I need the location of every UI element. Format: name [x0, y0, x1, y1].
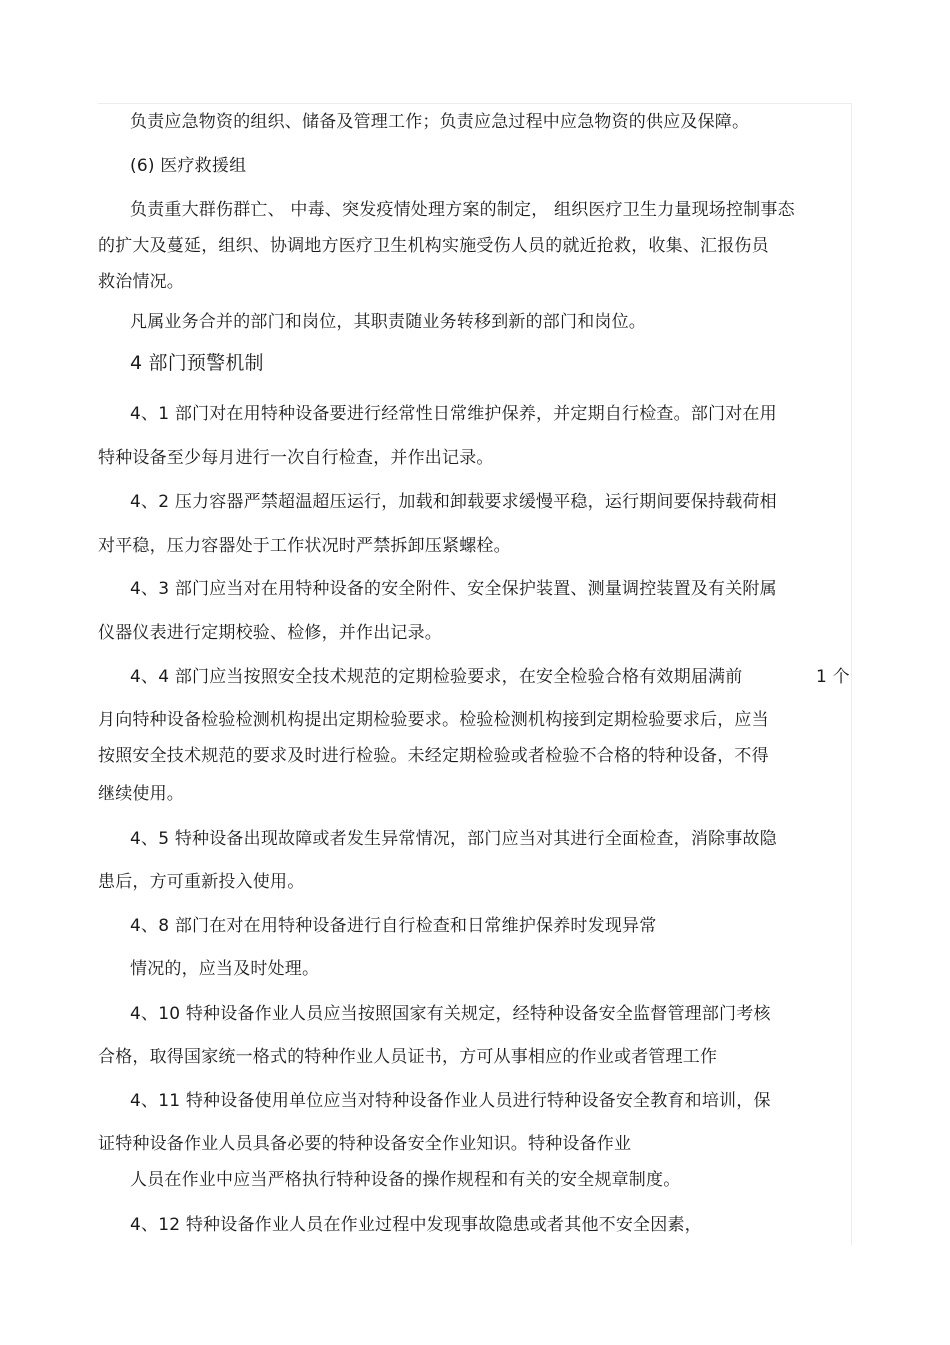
text-line: 凡属业务合并的部门和岗位，其职责随业务转移到新的部门和岗位。 — [130, 312, 646, 332]
text-line: 月向特种设备检验检测机构提出定期检验要求。检验检测机构接到定期检验要求后，应当 — [98, 710, 769, 730]
section-heading-4: 4 部门预警机制 — [130, 352, 264, 374]
text-line: 4、1 部门对在用特种设备要进行经常性日常维护保养，并定期自行检查。部门对在用 — [130, 404, 777, 424]
text-line: 4、2 压力容器严禁超温超压运行，加载和卸载要求缓慢平稳，运行期间要保持载荷相 — [130, 492, 777, 512]
text-line: 按照安全技术规范的要求及时进行检验。未经定期检验或者检验不合格的特种设备，不得 — [98, 746, 769, 766]
text-line: 4、11 特种设备使用单位应当对特种设备作业人员进行特种设备安全教育和培训，保 — [130, 1091, 771, 1111]
text-line: 证特种设备作业人员具备必要的特种设备安全作业知识。特种设备作业 — [98, 1134, 632, 1154]
text-line: 患后，方可重新投入使用。 — [98, 872, 305, 892]
text-line: 情况的，应当及时处理。 — [130, 959, 320, 979]
text-line: 4、4 部门应当按照安全技术规范的定期检验要求，在安全检验合格有效期届满前 — [130, 667, 743, 687]
text-line: 对平稳，压力容器处于工作状况时严禁拆卸压紧螺栓。 — [98, 536, 511, 556]
text-line: 负责应急物资的组织、储备及管理工作；负责应急过程中应急物资的供应及保障。 — [130, 112, 750, 132]
text-line: 人员在作业中应当严格执行特种设备的操作规程和有关的安全规章制度。 — [130, 1170, 681, 1190]
text-line: 4、12 特种设备作业人员在作业过程中发现事故隐患或者其他不安全因素， — [130, 1215, 702, 1235]
text-line: 的扩大及蔓延，组织、协调地方医疗卫生机构实施受伤人员的就近抢救，收集、汇报伤员 — [98, 236, 769, 256]
text-line: 合格，取得国家统一格式的特种作业人员证书，方可从事相应的作业或者管理工作 — [98, 1047, 718, 1067]
text-line: 特种设备至少每月进行一次自行检查，并作出记录。 — [98, 448, 494, 468]
text-line: 4、3 部门应当对在用特种设备的安全附件、安全保护装置、测量调控装置及有关附属 — [130, 579, 777, 599]
text-line: 4、10 特种设备作业人员应当按照国家有关规定，经特种设备安全监督管理部门考核 — [130, 1004, 771, 1024]
page-frame-top — [98, 103, 852, 104]
text-line: 4、5 特种设备出现故障或者发生异常情况，部门应当对其进行全面检查，消除事故隐 — [130, 829, 777, 849]
text-line: 继续使用。 — [98, 784, 184, 804]
text-line: 仪器仪表进行定期校验、检修，并作出记录。 — [98, 623, 442, 643]
section-heading-6: (6) 医疗救援组 — [130, 156, 247, 176]
text-line-fragment: 1 个 — [816, 667, 850, 687]
text-line: 负责重大群伤群亡、 中毒、突发疫情处理方案的制定， 组织医疗卫生力量现场控制事态 — [130, 200, 795, 220]
text-line: 救治情况。 — [98, 272, 184, 292]
page-frame-right — [851, 103, 852, 1245]
text-line: 4、8 部门在对在用特种设备进行自行检查和日常维护保养时发现异常 — [130, 916, 657, 936]
